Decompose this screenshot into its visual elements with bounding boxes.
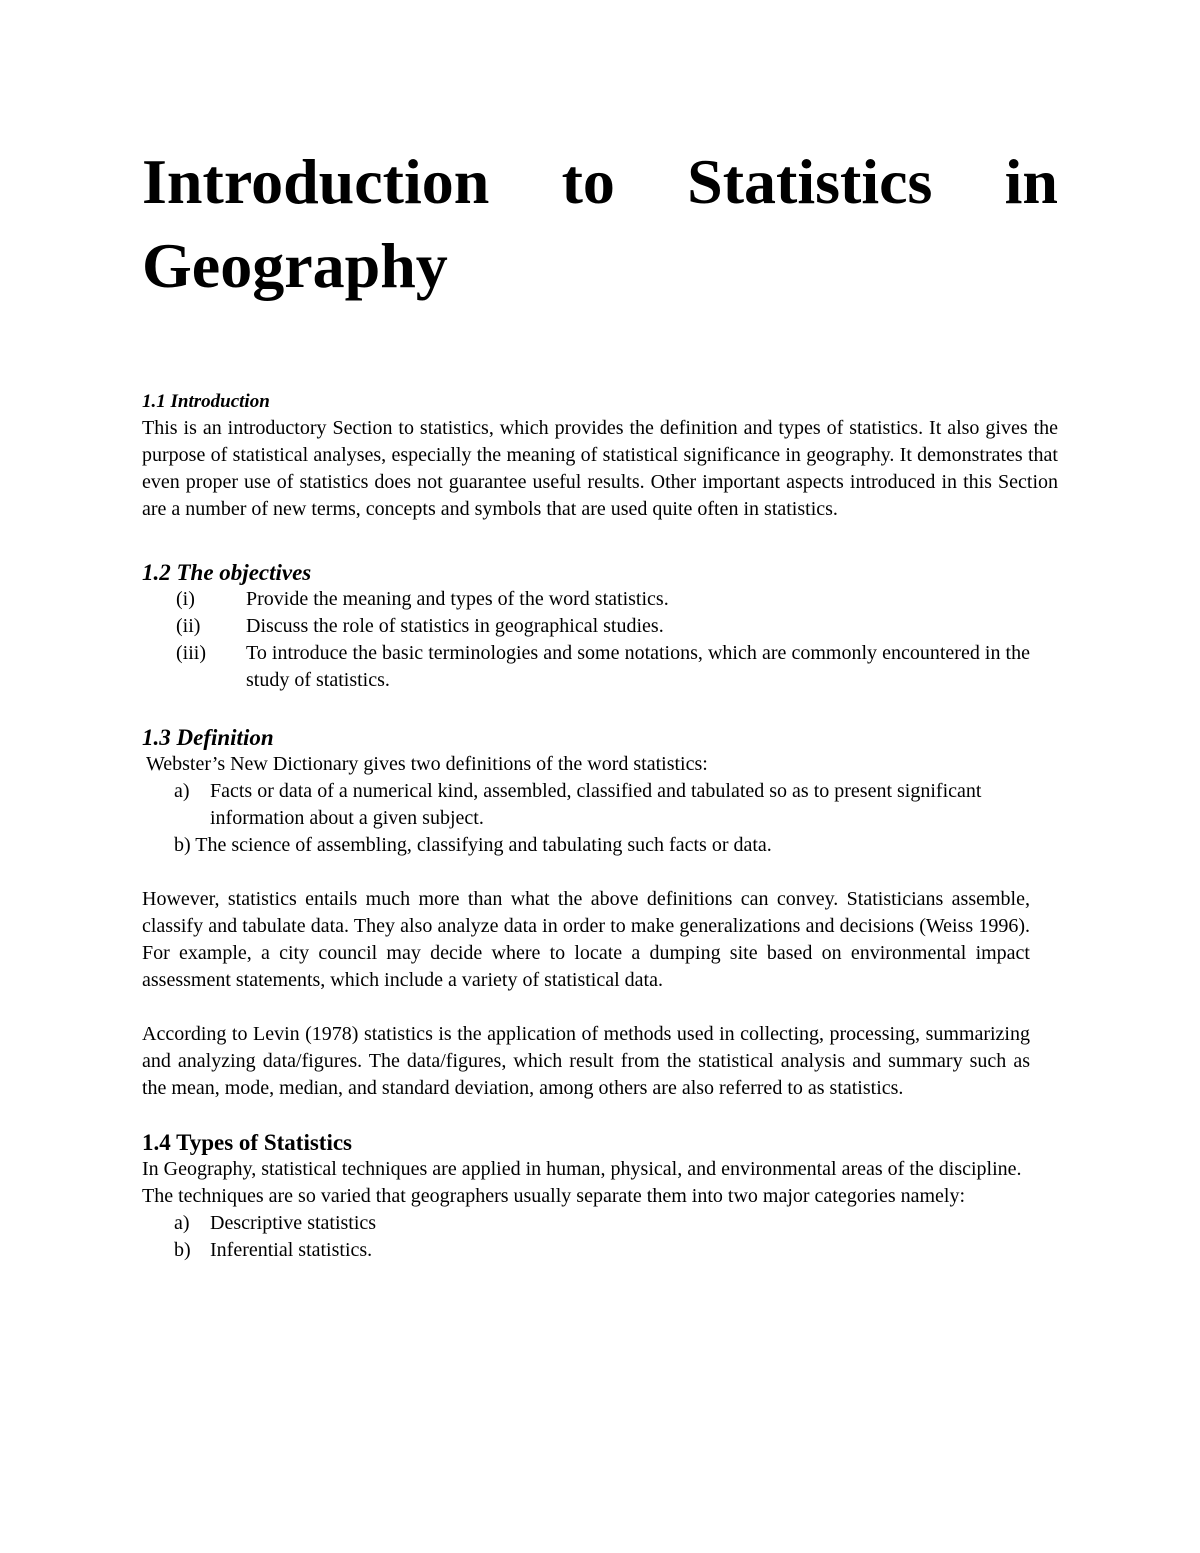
list-item-text: Provide the meaning and types of the word statistics. [246,588,669,610]
list-item-text: To introduce the basic terminologies and some notations, which are commonly encountered in the study of statistics. [246,642,1030,691]
list-marker: (iii) [176,642,206,664]
section-heading-objectives: 1.2 The objectives [142,560,312,585]
list-item [142,586,1058,613]
list-item [142,640,1058,694]
list-item-text: Discuss the role of statistics in geographical studies. [246,615,664,637]
list-item [142,613,1058,640]
types-list [142,1210,1058,1264]
list-item [142,1210,1058,1237]
list-item-text: Descriptive statistics [210,1212,377,1234]
list-marker: b) [174,1239,191,1261]
section-definition [142,724,1058,1102]
section-heading-introduction: 1.1 Introduction [142,391,270,412]
list-item-text: Inferential statistics. [210,1239,373,1261]
list-marker: (i) [176,588,195,610]
section-introduction [142,388,1058,523]
section-types [142,1129,1058,1264]
types-paragraph: In Geography, statistical techniques are applied in human, physical, and environmental areas of the discipline. The techniques are so varied that geographers usually separate them into two major categories namely: [142,1158,1022,1207]
document-page [142,140,1058,1264]
definition-paragraph-1: However, statistics entails much more than what the above definitions can convey. Statisticians assemble, classify and tabulate data. They also analyze data in order to make generalizations and decisions (Weiss 1996). For example, a city council may decide where to locate a dumping site based on environmental impact assessment statements, which include a variety of statistical data. [142,888,1030,991]
list-item-text: Facts or data of a numerical kind, assembled, classified and tabulated so as to present significant information about a given subject. [210,780,982,829]
objectives-list [142,586,1058,694]
definition-intro: Webster’s New Dictionary gives two definitions of the word statistics: [146,753,708,775]
list-marker: (ii) [176,615,201,637]
intro-paragraph: This is an introductory Section to statistics, which provides the definition and types of statistics. It also gives the purpose of statistical analyses, especially the meaning of statistical significance in geography. It demonstrates that even proper use of statistics does not guarantee useful results. Other important aspects introduced in this Section are a number of new terms, concepts and symbols that are used quite often in statistics. [142,417,1058,520]
list-item [142,1237,1058,1264]
definition-item-b: b) The science of assembling, classifying and tabulating such facts or data. [174,834,772,856]
list-item [142,778,1058,832]
list-marker: a) [174,780,190,802]
section-heading-definition: 1.3 Definition [142,725,274,750]
list-marker: a) [174,1212,190,1234]
definition-paragraph-2: According to Levin (1978) statistics is the application of methods used in collecting, processing, summarizing and analyzing data/figures. The data/figures, which result from the statistical analysis and summary such as the mean, mode, median, and standard deviation, among others are also referred to as statistics. [142,1023,1030,1099]
page-title: Introduction to Statistics in Geography [142,146,1058,301]
section-heading-types: 1.4 Types of Statistics [142,1130,352,1155]
section-objectives [142,559,1058,694]
definitions-list [142,778,1058,832]
